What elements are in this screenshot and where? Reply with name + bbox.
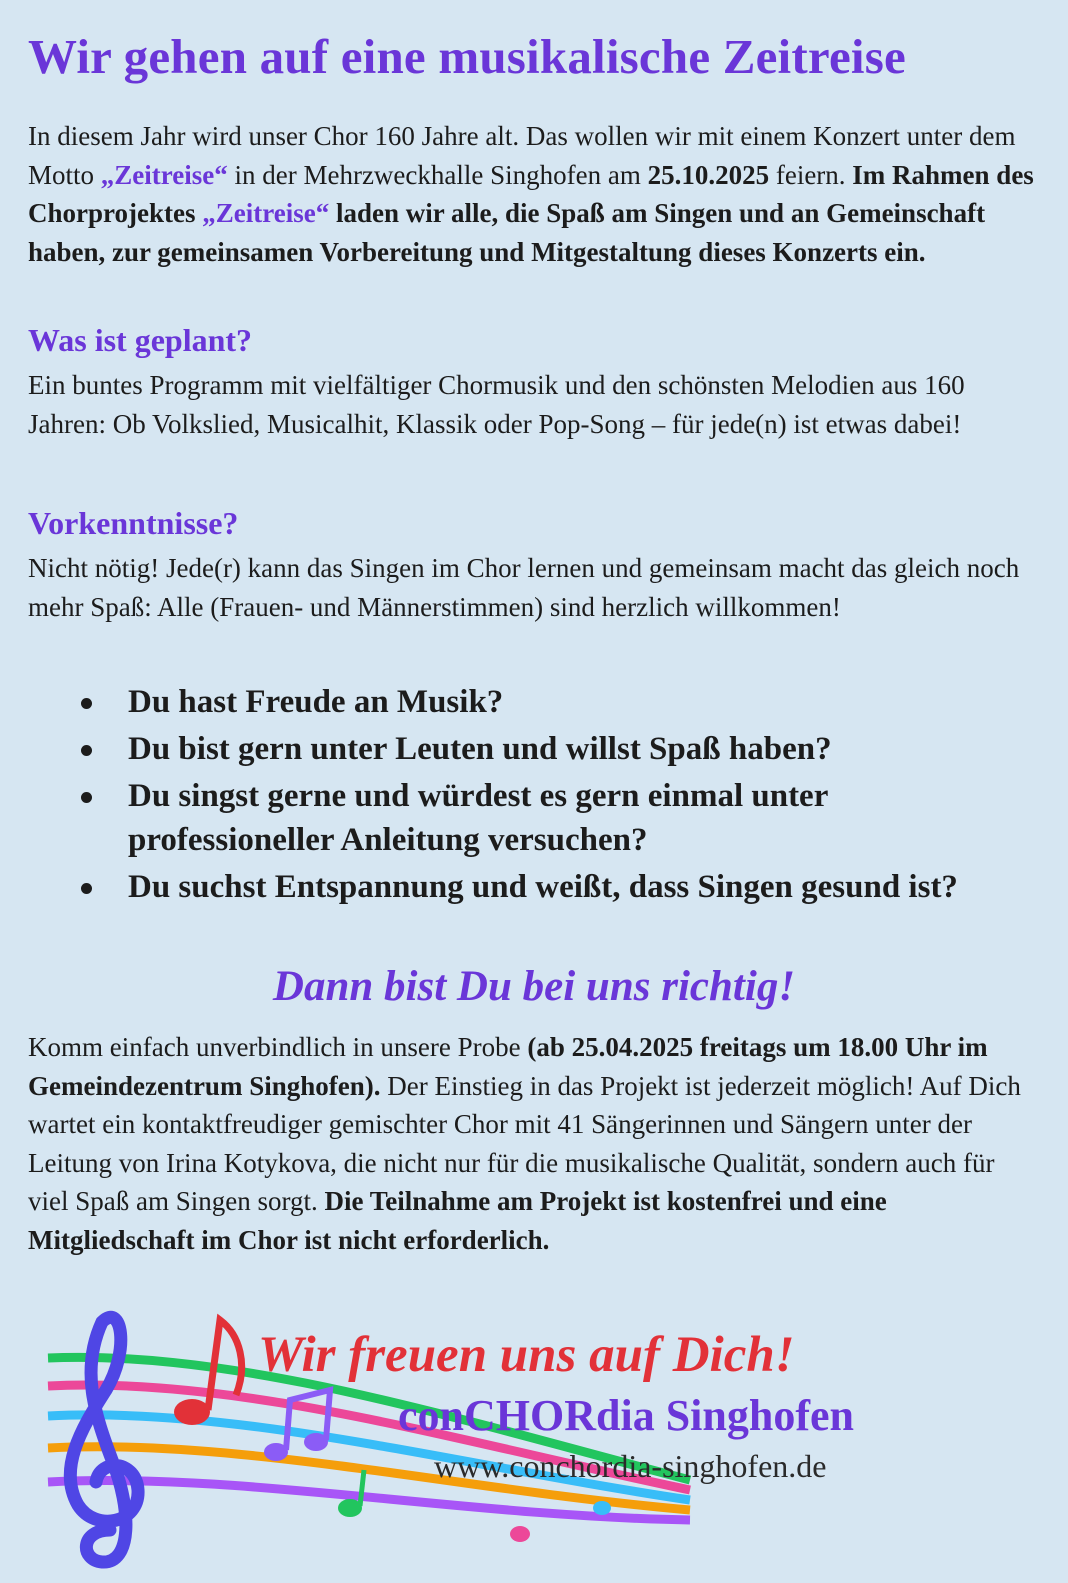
- list-item: Du singst gerne und würdest es gern einmal unter professioneller Anleitung versuchen?: [76, 774, 1036, 862]
- rehearsal-text-1: Komm einfach unverbindlich in unsere Probe: [28, 1032, 528, 1062]
- intro-text-3: feiern.: [769, 159, 853, 190]
- intro-paragraph: [28, 117, 1040, 271]
- rehearsal-time: (ab 25.04.2025 freitags um 18.00 Uhr im Gemeindezentrum Singhofen).: [28, 1032, 988, 1101]
- page-title: Wir gehen auf eine musikalische Zeitreise: [28, 29, 906, 84]
- organization-name: conCHORdia Singhofen: [398, 1391, 854, 1440]
- list-item: Du suchst Entspannung und weißt, dass Singen gesund ist?: [76, 865, 1036, 909]
- rehearsal-paragraph: [28, 1028, 1040, 1259]
- concert-date: 25.10.2025: [647, 159, 770, 190]
- list-item: Du bist gern unter Leuten und willst Spaß haben?: [76, 727, 1036, 771]
- planned-text: Ein buntes Programm mit vielfältiger Chormusik und den schönsten Melodien aus 160 Jahren: Ob Volkslied, Musicalhit, Klassik oder Pop-Song – für jede(n) ist etwas dabei!: [28, 370, 965, 439]
- prior-knowledge-text: Nicht nötig! Jede(r) kann das Singen im Chor lernen und gemeinsam macht das gleich noch mehr Spaß: Alle (Frauen- und Männerstimmen) sind herzlich willkommen!: [28, 553, 1020, 622]
- participation-note: Die Teilnahme am Projekt ist kostenfrei und eine Mitgliedschaft im Chor ist nicht erforderlich.: [28, 1186, 887, 1255]
- intro-motto: „Zeitreise“: [100, 159, 228, 190]
- greeting: Wir freuen uns auf Dich!: [258, 1327, 795, 1383]
- planned-heading: Was ist geplant?: [28, 322, 253, 358]
- intro-bold-2: laden wir alle, die Spaß am Singen und an Gemeinschaft haben, zur gemeinsamen Vorbereitung und Mitgestaltung dieses Konzerts ein.: [28, 198, 986, 267]
- intro-bold-1: Im Rahmen des Chorprojektes: [28, 159, 1034, 228]
- intro-motto-2: „Zeitreise“: [202, 198, 330, 228]
- intro-text-2: in der Mehrzweckhalle Singhofen am: [227, 159, 648, 190]
- call-to-action: Dann bist Du bei uns richtig!: [272, 963, 796, 1010]
- bullet-list: [76, 680, 1036, 912]
- intro-text-1: In diesem Jahr wird unser Chor 160 Jahre alt. Das wollen wir mit einem Konzert unter dem Motto: [28, 121, 1016, 190]
- website-link[interactable]: www.conchordia-singhofen.de: [434, 1448, 827, 1484]
- prior-knowledge-heading: Vorkenntnisse?: [28, 505, 239, 541]
- rehearsal-text-2: Der Einstieg in das Projekt ist jederzeit möglich! Auf Dich wartet ein kontaktfreudiger gemischter Chor mit 41 Sängerinnen und Sängern unter der Leitung von Irina Kotykova, die nicht nur für die musikalische Qualität, sondern auch für viel Spaß am Singen sorgt.: [28, 1070, 1021, 1216]
- list-item: Du hast Freude an Musik?: [76, 680, 1036, 724]
